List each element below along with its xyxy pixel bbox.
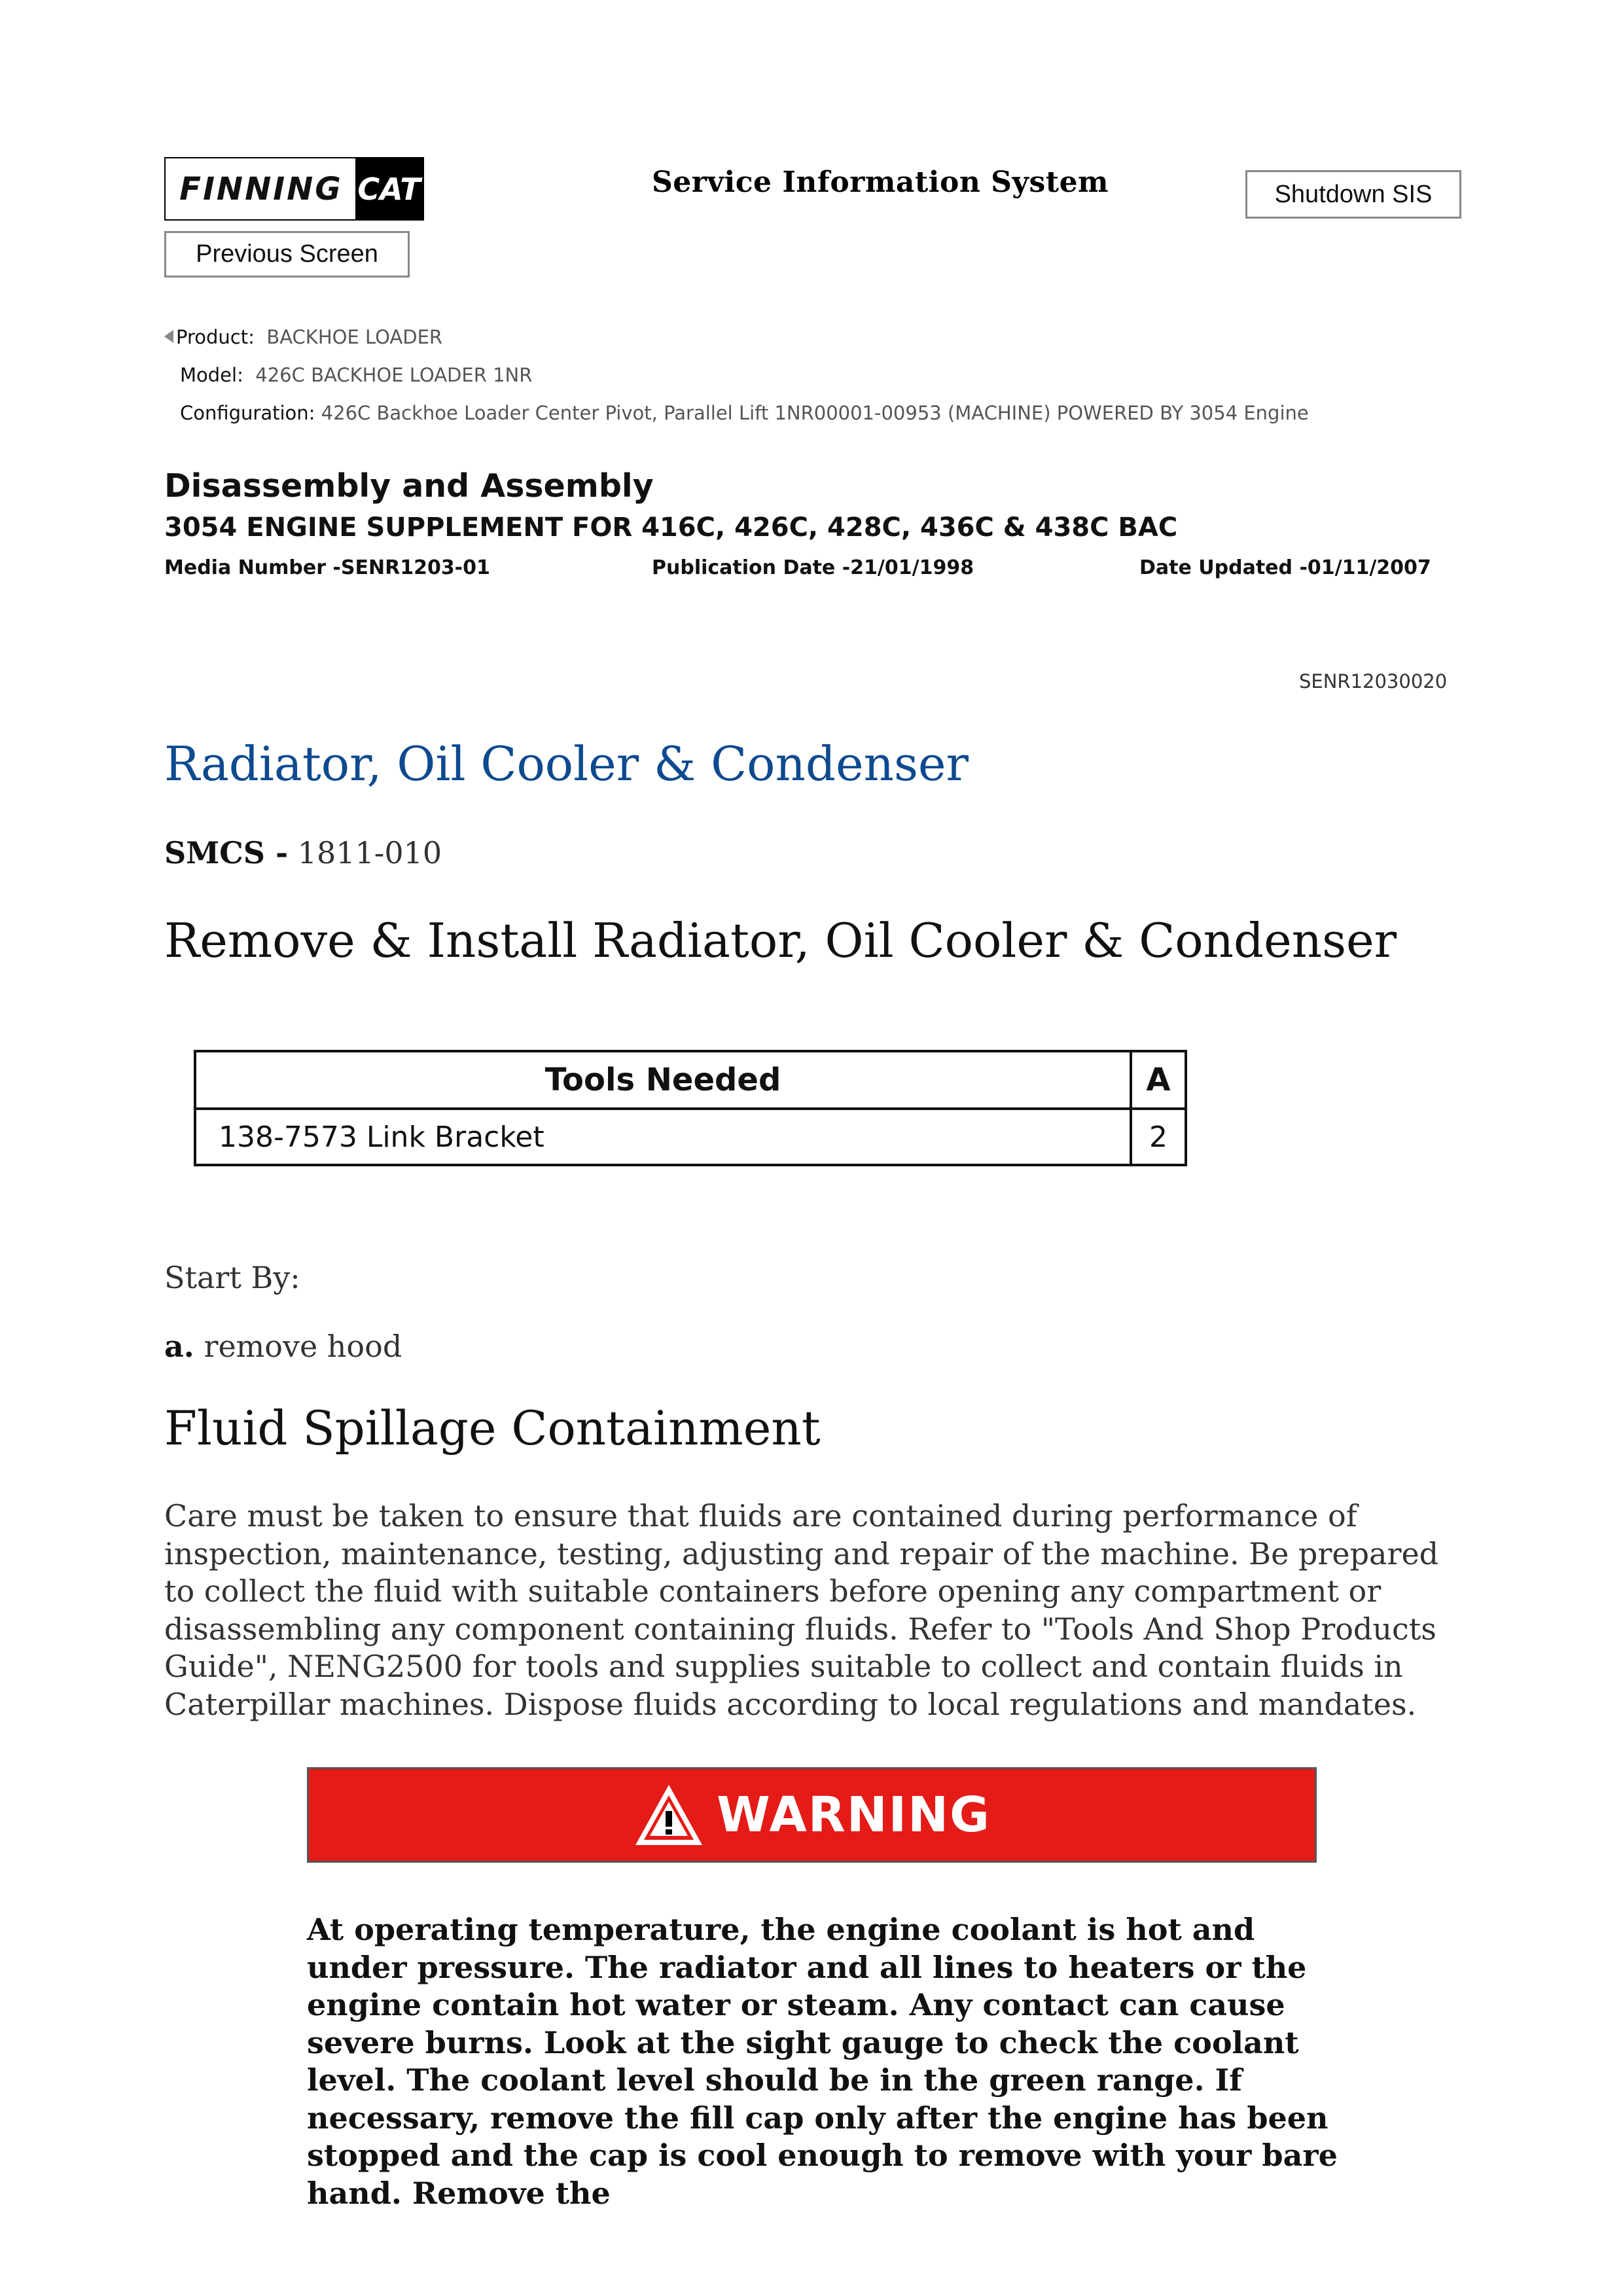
table-divider bbox=[1130, 1052, 1132, 1164]
doc-subtitle: 3054 ENGINE SUPPLEMENT FOR 416C, 426C, 428C, 436C & 438C BAC bbox=[164, 512, 1178, 543]
meta-configuration bbox=[180, 402, 1309, 424]
tools-needed-table bbox=[194, 1050, 1187, 1166]
config-value: 426C Backhoe Loader Center Pivot, Parallel Lift 1NR00001-00953 (MACHINE) POWERED BY 3054 Engine bbox=[321, 402, 1309, 424]
model-value: 426C BACKHOE LOADER 1NR bbox=[255, 364, 533, 386]
warning-label: WARNING bbox=[717, 1787, 991, 1843]
warning-triangle-icon bbox=[633, 1782, 705, 1848]
product-value: BACKHOE LOADER bbox=[266, 326, 443, 348]
logo-cat-badge bbox=[355, 158, 423, 219]
tool-qty: 2 bbox=[1149, 1120, 1168, 1154]
step-marker: a. bbox=[164, 1329, 194, 1364]
start-by-label: Start By: bbox=[164, 1260, 300, 1295]
logo-finning-text: FINNING bbox=[179, 170, 343, 207]
table-row bbox=[196, 1110, 1185, 1164]
procedure-title: Remove & Install Radiator, Oil Cooler & Condenser bbox=[164, 913, 1397, 968]
previous-screen-button[interactable]: Previous Screen bbox=[164, 231, 410, 278]
warning-text: At operating temperature, the engine coolant is hot and under pressure. The radiator and all lines to heaters or the engine contain hot water or steam. Any contact can cause severe burns. Look at the sight gauge to check the coolant level. The coolant level should be in the green range. If necessary, remove the fill cap only after the engine has been stopped and the cap is cool enough to remove with your bare hand. Remove the bbox=[307, 1912, 1338, 2211]
step-text: remove hood bbox=[204, 1329, 402, 1364]
tools-column-a: A bbox=[1146, 1062, 1171, 1098]
start-step bbox=[164, 1329, 402, 1364]
smcs-value: 1811-010 bbox=[297, 835, 442, 870]
shutdown-sis-button[interactable]: Shutdown SIS bbox=[1245, 170, 1461, 219]
spillage-paragraph: Care must be taken to ensure that fluids are contained during performance of inspection, maintenance, testing, adjusting and repair of the machine. Be prepared to collect the fluid with suitable containers before opening any compartment or disassembling any component containing fluids. Refer to "Tools And Shop Products Guide", NENG2500 for tools and supplies suitable to collect and contain fluids in Caterpillar machines. Dispose fluids according to local regulations and mandates. bbox=[164, 1498, 1439, 1722]
system-title: Service Information System bbox=[652, 166, 1109, 199]
smcs-code bbox=[164, 835, 442, 870]
config-label: Configuration: bbox=[180, 402, 315, 424]
warning-banner bbox=[307, 1767, 1317, 1863]
publication-date: Publication Date -21/01/1998 bbox=[652, 556, 974, 579]
product-label: Product: bbox=[176, 326, 255, 348]
date-updated: Date Updated -01/11/2007 bbox=[1139, 556, 1431, 579]
section-title: Radiator, Oil Cooler & Condenser bbox=[164, 736, 969, 791]
doc-title: Disassembly and Assembly bbox=[164, 467, 654, 505]
doc-id: SENR12030020 bbox=[1299, 670, 1448, 692]
spillage-title: Fluid Spillage Containment bbox=[164, 1401, 821, 1456]
table-header-row bbox=[196, 1052, 1185, 1110]
media-number: Media Number -SENR1203-01 bbox=[164, 556, 490, 579]
tool-item: 138-7573 Link Bracket bbox=[219, 1120, 544, 1154]
logo-cat-text: CAT bbox=[357, 171, 421, 207]
tools-header: Tools Needed bbox=[544, 1062, 781, 1098]
back-arrow-icon[interactable] bbox=[164, 330, 173, 343]
meta-model bbox=[180, 364, 532, 386]
smcs-label: SMCS - bbox=[164, 835, 289, 870]
finning-cat-logo bbox=[164, 157, 424, 221]
meta-product bbox=[164, 326, 442, 348]
model-label: Model: bbox=[180, 364, 243, 386]
